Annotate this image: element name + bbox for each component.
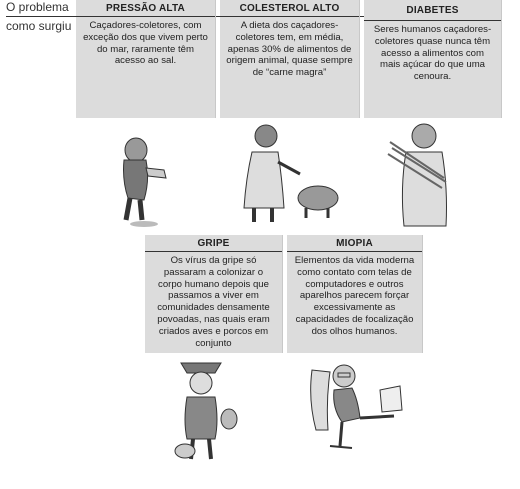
sick-person-with-bird-illustration bbox=[165, 355, 245, 465]
card-title: COLESTEROL ALTO bbox=[239, 3, 340, 14]
card-title: DIABETES bbox=[406, 5, 459, 16]
card-text: Caçadores-coletores, com exceção dos que vivem perto do mar, raramente têm acesso ao sal. bbox=[83, 20, 208, 67]
card-miopia bbox=[287, 235, 423, 353]
card-text: A dieta dos caçadores-coletores tem, em média, apenas 30% de alimentos de origem animal, quase sempre de “carne magra” bbox=[226, 20, 353, 79]
woman-with-pig-illustration bbox=[236, 118, 346, 228]
card-gripe bbox=[145, 235, 283, 353]
card-title: PRESSÃO ALTA bbox=[106, 3, 185, 14]
card-colesterol-alto bbox=[220, 0, 360, 118]
card-text: Os vírus da gripe só passaram a colonizar o corpo humano depois que passamos a viver em comunidades densamente povoadas, nas quais eram criados aves e porcos em conjunto bbox=[157, 255, 270, 349]
card-text: Elementos da vida moderna como contato com telas de computadores e outros aparelhos parecem forçar excessivamente as capacidades de focalização dos olhos humanos. bbox=[294, 255, 415, 337]
intro-line-2: como surgiu bbox=[6, 19, 72, 33]
person-at-computer-illustration bbox=[302, 360, 412, 460]
card-title: MIOPIA bbox=[336, 238, 373, 249]
intro-line-1: O problema bbox=[6, 0, 69, 14]
card-diabetes bbox=[364, 0, 502, 118]
card-pressao-alta bbox=[76, 0, 216, 118]
card-title: GRIPE bbox=[197, 238, 230, 249]
caveman-illustration bbox=[104, 120, 184, 230]
woman-with-cane-illustration bbox=[384, 118, 464, 230]
card-text: Seres humanos caçadores-coletores quase nunca têm acesso a alimentos com mais açúcar do que uma cenoura. bbox=[373, 24, 492, 83]
